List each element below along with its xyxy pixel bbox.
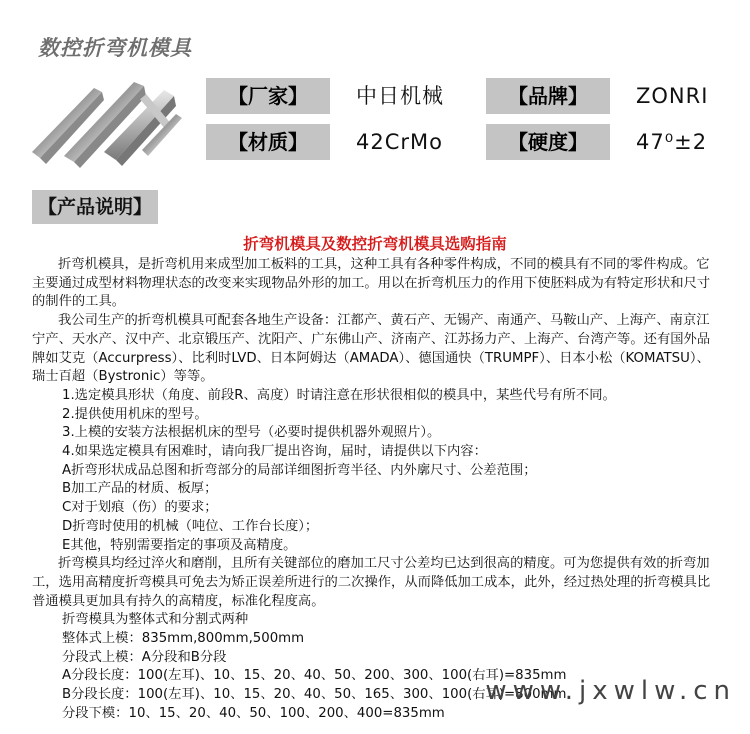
site-watermark: www.jxwlw.cn [485, 676, 736, 706]
inquiry-item: D折弯时使用的机械（吨位、工作台长度）； [62, 518, 319, 534]
brand-value: ZONRI [636, 84, 709, 108]
guide-title: 折弯机模具及数控折弯机模具选购指南 [243, 235, 507, 253]
selection-step: 3.上模的安装方法根据机床的型号（必要时提供机器外观照片）。 [62, 425, 441, 441]
inquiry-item: C对于划痕（伤）的要求； [62, 500, 218, 516]
material-label: 【材质】 [206, 124, 330, 160]
die-type-line: 分段式上模：A分段和B分段 [62, 649, 227, 665]
product-description-header: 【产品说明】 [32, 190, 158, 224]
die-type-line: A分段长度：100(左耳)、10、15、20、40、50、200、300、100(右耳)=835mm [62, 668, 567, 684]
guide-body [32, 256, 722, 724]
selection-step: 4.如果选定模具有困难时，请向我厂提出咨询，届时，请提供以下内容： [62, 444, 487, 460]
selection-step: 1.选定模具形状（角度、前段R、高度）时请注意在形状很相似的模具中，某些代号有所不同。 [62, 387, 616, 403]
hardness-value: 47⁰±2 [636, 130, 708, 154]
inquiry-item: B加工产品的材质、板厚； [62, 481, 218, 497]
page-title: 数控折弯机模具 [38, 36, 192, 60]
hardness-label: 【硬度】 [486, 124, 610, 160]
selection-step: 2.提供使用机床的型号。 [62, 406, 208, 422]
press-brake-die-image [24, 60, 184, 170]
intro-paragraph: 折弯机模具，是折弯机用来成型加工板料的工具，这种工具有各种零件构成，不同的模具有不同的零件构成。它主要通过成型材料物理状态的改变来实现物品外形的加工。用以在折弯机压力的作用下使胚料成为有特定形状和尺寸的制件的工具。 [32, 257, 711, 310]
inquiry-item: E其他，特别需要指定的事项及高精度。 [62, 537, 297, 553]
precision-paragraph: 折弯模具均经过淬火和磨削，且所有关键部位的磨加工尺寸公差均已达到很高的精度。可为您提供有效的折弯加工，选用高精度折弯模具可免去为矫正误差所进行的二次操作，从而降低加工成本，此外，经过热处理的折弯模具比普通模具更加具有持久的高精度，标准化程度高。 [32, 556, 711, 609]
manufacturer-label: 【厂家】 [206, 78, 330, 114]
die-type-line: 整体式上模：835mm,800mm,500mm [62, 631, 305, 647]
die-type-line: 分段下模：10、15、20、40、50、100、200、400=835mm [62, 705, 445, 721]
die-type-line: B分段长度：100(左耳)、10、15、20、40、50、165、300、100(右耳)=800mm [62, 687, 567, 703]
brand-label: 【品牌】 [486, 78, 610, 114]
compatibility-paragraph: 我公司生产的折弯机模具可配套各地生产设备：江都产、黄石产、无锡产、南通产、马鞍山产、上海产、南京江宁产、天水产、汉中产、北京锻压产、沈阳产、广东佛山产、济南产、江苏扬力产、上海产、台湾产等。还有国外品牌如艾克（Accurpress）、比利时LVD、日本阿姆达（AMADA）、德国通快（TRUMPF）、日本小松（KOMATSU）、瑞士百超（Bystronic）等等。 [32, 313, 711, 385]
material-value: 42CrMo [356, 130, 443, 154]
manufacturer-value: 中日机械 [356, 84, 444, 108]
inquiry-item: A折弯形状成品总图和折弯部分的局部详细图折弯半径、内外廓尺寸、公差范围； [62, 462, 537, 478]
die-type-line: 折弯模具为整体式和分割式两种 [62, 612, 249, 628]
